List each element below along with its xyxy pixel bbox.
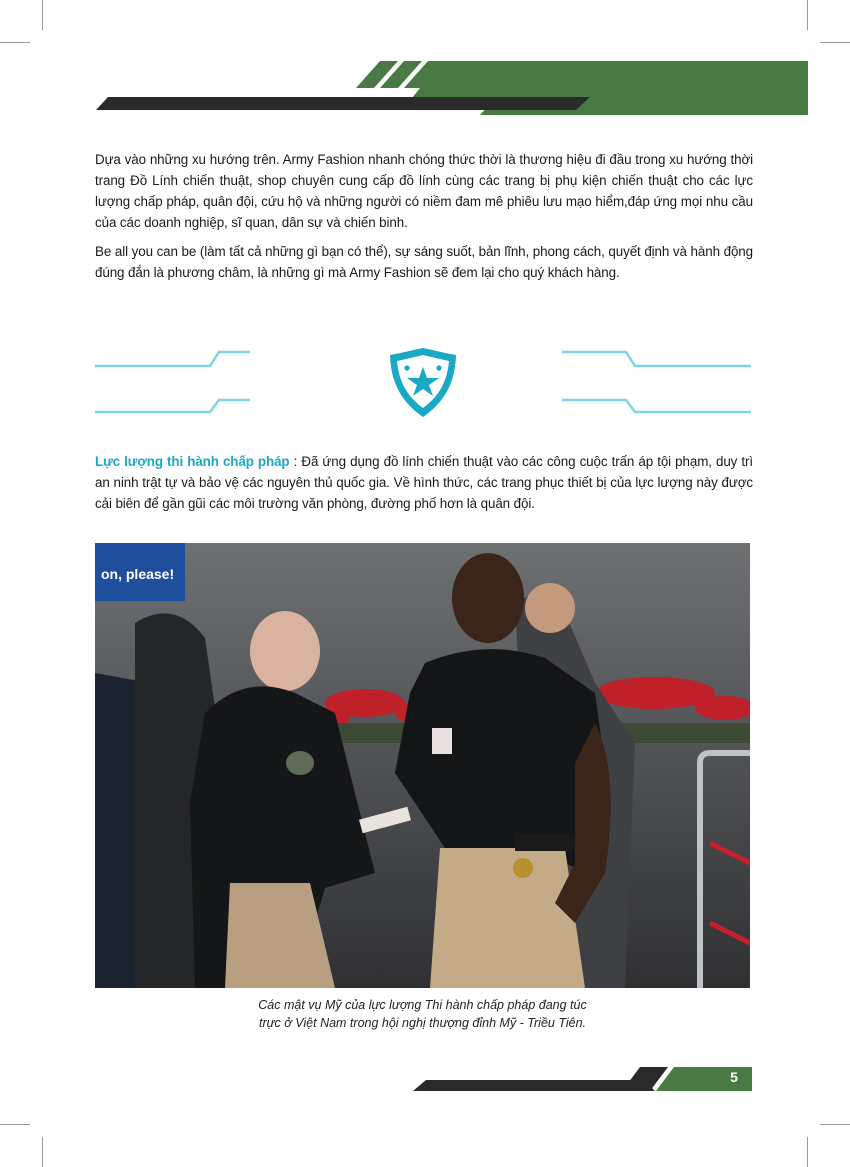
section-divider: [95, 345, 751, 420]
crop-mark: [42, 1137, 43, 1167]
paragraph-body: : Đã ứng dụng đồ lính chiến thuật vào các công cuộc trấn áp tội phạm, duy trì an ninh trật tự và bảo vệ các nguyên thủ quốc gia. Về hình thức, các trang phục thiết bị của lực lượng này được cải biên để gần gũi các môi trường văn phòng, đường phố hơn là quân đội.: [95, 454, 754, 511]
crop-mark: [0, 1124, 30, 1125]
sign-text: on, please!: [101, 566, 175, 582]
motto-paragraph: Be all you can be (làm tất cả những gì bạn có thể), sự sáng suốt, bản lĩnh, phong cách, quyết định và hành động đúng đắn là phương châm, là những gì mà Army Fashion sẽ đem lại cho quý khách hàng.: [95, 244, 753, 280]
page-number: 5: [730, 1069, 738, 1085]
footer-decoration: [0, 1060, 850, 1100]
photo-caption: [95, 996, 750, 1032]
crop-mark: [807, 1137, 808, 1167]
header-decoration: [0, 0, 850, 120]
agents-photo: [95, 543, 750, 988]
law-enforcement-paragraph: [95, 451, 753, 514]
paragraph-lead: Lực lượng thi hành chấp pháp: [95, 454, 290, 469]
caption-line-2: trực ở Việt Nam trong hội nghị thượng đỉnh Mỹ - Triều Tiên.: [258, 1016, 587, 1030]
star-shield-icon: [390, 348, 456, 417]
caption-line-1: Các mật vụ Mỹ của lực lượng Thi hành chấp pháp đang túc: [258, 998, 587, 1012]
intro-paragraph: Dựa vào những xu hướng trên. Army Fashion nhanh chóng thức thời là thương hiệu đi đầu trong xu hướng thời trang Đồ Lính chiến thuật, shop chuyên cung cấp đồ lính cùng các trang bị phụ kiện chiến thuật cho các lực lượng chấp pháp, quân đội, cứu hộ và những người có niềm đam mê phiêu lưu mạo hiểm,đáp ứng mọi nhu cầu của các doanh nghiệp, sĩ quan, dân sự và chiến binh.: [95, 152, 753, 230]
crop-mark: [820, 1124, 850, 1125]
